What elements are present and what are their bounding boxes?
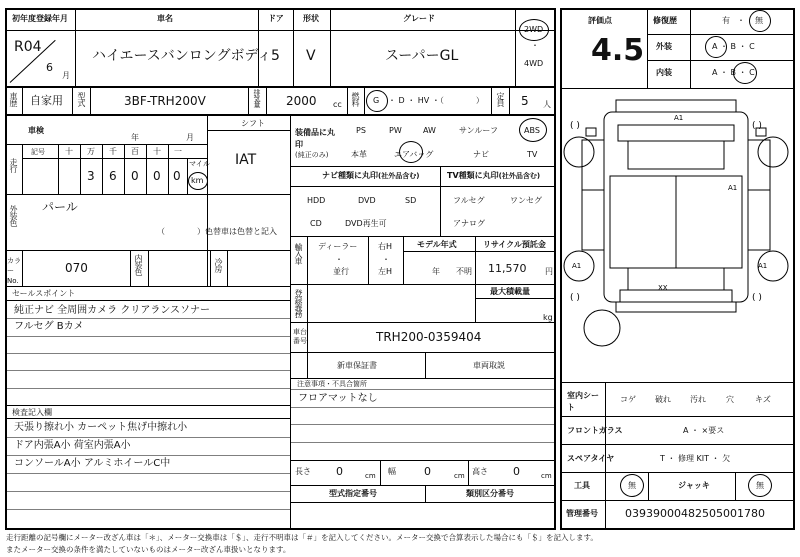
recycle-label: リサイクル預託金 [483, 240, 546, 249]
first-registration-month: 6 [46, 61, 53, 74]
mark-front-bumper: A1 [674, 114, 684, 122]
navi-type-title: ナビ種類に丸印 [322, 171, 378, 180]
mileage-label: 走行 [9, 158, 18, 172]
svg-text:( ): ( ) [752, 121, 762, 131]
digit-label-1: 万 [87, 147, 95, 156]
jack-value: 無 [756, 481, 764, 490]
history-label: 車歴 [9, 92, 18, 106]
svg-text:( ): ( ) [570, 293, 580, 303]
month-unit: 月 [62, 71, 70, 80]
seat-burn: コゲ [620, 395, 636, 404]
model-year-unit: 年 [432, 267, 440, 276]
equip-navi: ナビ [473, 150, 489, 159]
mark-right-rear-wheel: A1 [572, 262, 582, 270]
tv-type-title: TV種類に丸印 [447, 171, 499, 180]
repair-no: 無 [755, 16, 763, 25]
drive-2wd: 2WD [524, 25, 544, 34]
car-name-label: 車名 [157, 14, 173, 23]
width-label: 幅 [388, 467, 396, 476]
model-type-label: 型式 [77, 92, 86, 106]
tools-value: 無 [628, 481, 636, 490]
mileage-digit-4: 0 [173, 169, 181, 183]
interior-color-label: 内装色 [134, 254, 143, 275]
recycle-unit: 円 [545, 267, 553, 276]
mileage-digit-3: 0 [153, 169, 161, 183]
tools-label: 工具 [574, 481, 590, 490]
shape-value: V [306, 48, 316, 64]
inspector-line3: コンソールA小 アルミホイールC中 [14, 458, 171, 469]
rating-label: 評価点 [588, 16, 612, 25]
digit-label-5: 一 [174, 147, 182, 156]
grade-label: グレード [403, 14, 435, 23]
vehicle-manual: 車両取説 [473, 361, 505, 370]
seat-dirt: 汚れ [690, 395, 706, 404]
windshield-options: A ・ ×要ス [683, 426, 725, 435]
drive-4wd: 4WD [524, 59, 544, 68]
length-unit: cm [365, 472, 376, 480]
import-parallel: 並行 [333, 267, 349, 276]
notes-label: 注意事項・不具合箇所 [297, 380, 367, 388]
model-year-label: モデル年式 [417, 240, 457, 249]
navi-type-label [322, 172, 419, 180]
inspection-year-unit: 年 [131, 133, 139, 142]
navi-hdd: HDD [307, 196, 326, 205]
footer-line2: またメーター交換の条件を満たしていないものはメーター改ざん車扱いとなります。 [6, 545, 291, 554]
inspector-line2: ドア内張A小 荷室内張A小 [14, 440, 131, 451]
import-dealer-dot: ・ [335, 255, 343, 264]
color-number-value: 070 [65, 261, 88, 275]
inspection-month-unit: 月 [186, 133, 194, 142]
repair-history-label: 修復歴 [653, 16, 677, 25]
new-car-warranty: 新車保証書 [337, 361, 377, 370]
mark-left-door: A1 [728, 184, 738, 192]
height-label: 高さ [472, 467, 488, 476]
length-label: 長さ [295, 467, 311, 476]
sales-point-label: セールスポイント [12, 289, 76, 298]
navi-cd: CD [310, 219, 322, 228]
mileage-digit-2: 0 [131, 169, 139, 183]
registration-label: 登録義務 [294, 289, 303, 317]
capacity-value: 5 [521, 94, 529, 108]
chassis-number-value: TRH200-0359404 [376, 330, 482, 344]
model-type-value: 3BF-TRH200V [124, 94, 206, 108]
import-dealer: ディーラー [318, 242, 358, 251]
inspector-notes-label: 検査記入欄 [12, 408, 52, 417]
capacity-unit: 人 [543, 100, 551, 109]
inspection-label: 車検 [28, 126, 44, 135]
sales-point-line1: 純正ナビ 全周囲カメラ クリアランスソナー [14, 305, 211, 316]
equip-leather: 本革 [351, 150, 367, 159]
windshield-label: フロントガラス [567, 426, 623, 435]
length-value: 0 [336, 465, 343, 478]
digit-label-2: 千 [109, 147, 117, 156]
seat-hole: 穴 [726, 395, 734, 404]
inspector-line1: 天張り擦れ小 カーペット焦げ中擦れ小 [14, 422, 188, 433]
equip-airbag: エアバッグ [394, 150, 434, 159]
jack-label: ジャッキ [678, 481, 710, 490]
height-unit: cm [541, 472, 552, 480]
first-registration-label: 初年度登録年月 [12, 14, 68, 23]
shape-label: 形状 [303, 14, 319, 23]
color-number-label: カラーNo. [7, 257, 21, 285]
navi-dvd: DVD [358, 196, 376, 205]
sales-point-line2: フルセグ Bカメ [14, 321, 84, 332]
equipment-sub: (純正のみ) [295, 151, 329, 159]
aircon-label: 冷房 [214, 258, 223, 272]
import-lh: 左H [378, 267, 393, 276]
mile-unit: マイル [189, 160, 210, 168]
digit-label-4: 十 [153, 147, 161, 156]
seat-scratch: キズ [755, 395, 771, 404]
shift-value: IAT [235, 152, 257, 168]
exterior-color-value: パール [42, 200, 78, 214]
door-label: ドア [268, 14, 284, 23]
drive-dot: ・ [531, 41, 539, 50]
import-rh: 右H [378, 242, 393, 251]
mark-left-rear-wheel: A1 [758, 262, 768, 270]
tv-oneseg: ワンセグ [510, 196, 542, 205]
digit-label-0: 十 [65, 147, 73, 156]
first-registration-year: R04 [14, 39, 42, 55]
tv-type-label [447, 172, 540, 180]
fuel-options: ・ D ・ HV ・（ ） [388, 96, 484, 105]
interior-label: 内装 [656, 68, 672, 77]
car-name-value: ハイエースバンロングボディ [92, 48, 272, 64]
rating-value: 4.5 [591, 33, 645, 68]
footer-line1: 走行距離の記号欄にメーター改ざん車は「＊」、メーター交換車は「＄」、走行不明車は「＃」を記入してください。メーター交換で合算表示した場合にも「＄」を記入します。 [6, 533, 598, 542]
management-number-label: 管理番号 [566, 509, 598, 518]
import-label: 輸入車 [294, 243, 303, 264]
displacement-value: 2000 [286, 94, 317, 108]
equip-pw: PW [389, 126, 402, 135]
equip-tv: TV [527, 150, 538, 159]
height-value: 0 [513, 465, 520, 478]
displacement-label: 排気量 [253, 89, 261, 107]
recycle-value: 11,570 [488, 262, 527, 275]
equipment-label: 装備品に丸印 [295, 128, 335, 149]
equip-sunroof: サンルーフ [459, 126, 498, 135]
fuel-label: 燃料 [351, 92, 360, 106]
chassis-number-label: 車台番号 [293, 328, 307, 345]
management-number-value: 03939000482505001780 [625, 507, 765, 520]
equip-abs: ABS [524, 126, 540, 135]
spare-tire-options: T ・ 修理 KIT ・ 欠 [660, 454, 731, 463]
svg-text:( ): ( ) [570, 121, 580, 131]
mark-rear-xx: XX [658, 284, 668, 292]
interior-options: A ・ B ・ C [712, 68, 755, 77]
km-unit: km [191, 176, 204, 185]
seat-tear: 破れ [655, 395, 671, 404]
exterior-options: A ・ B ・ C [712, 42, 755, 51]
repair-yes: 有 [722, 16, 730, 25]
max-load-unit: kg [543, 313, 553, 322]
mileage-mark-label: 記号 [31, 148, 45, 156]
grade-value: スーパーGL [385, 48, 459, 64]
svg-text:( ): ( ) [752, 293, 762, 303]
exterior-label: 外装 [656, 42, 672, 51]
equip-aw: AW [423, 126, 436, 135]
use-value: 自家用 [30, 94, 63, 107]
mileage-digit-1: 6 [109, 169, 117, 183]
model-year-unknown: 不明 [456, 267, 472, 276]
spare-tire-label: スペアタイヤ [567, 454, 615, 463]
max-load-label: 最大積載量 [490, 287, 530, 296]
door-value: 5 [271, 48, 280, 64]
tv-analog: アナログ [453, 219, 485, 228]
car-damage-diagram [562, 90, 793, 380]
fuel-g: G [373, 96, 380, 105]
shift-label: シフト [241, 119, 265, 128]
digit-label-3: 百 [131, 147, 139, 156]
width-unit: cm [454, 472, 465, 480]
exterior-a-circle [705, 36, 727, 58]
seat-label: 室内シート [567, 391, 599, 412]
exterior-color-label: 外装色 [9, 205, 18, 226]
capacity-label: 定員 [496, 92, 505, 106]
interior-b-circle [733, 62, 757, 84]
repair-dot: ・ [737, 16, 745, 25]
mileage-digit-0: 3 [87, 169, 95, 183]
displacement-unit: cc [333, 100, 342, 109]
category-number-label: 類別区分番号 [466, 489, 514, 498]
navi-type-sub: (社外品含む) [378, 172, 420, 180]
repaint-note: （ ）色替車は色替と記入 [157, 227, 277, 236]
type-designation-label: 型式指定番号 [329, 489, 377, 498]
navi-sd: SD [405, 196, 417, 205]
import-rh-dot: ・ [382, 255, 390, 264]
tv-type-sub: (社外品含む) [498, 172, 541, 180]
tv-fullseg: フルセグ [453, 196, 485, 205]
width-value: 0 [424, 465, 431, 478]
navi-dvd-play: DVD再生可 [345, 219, 387, 228]
notes-value: フロアマットなし [298, 393, 378, 404]
equip-ps: PS [356, 126, 366, 135]
